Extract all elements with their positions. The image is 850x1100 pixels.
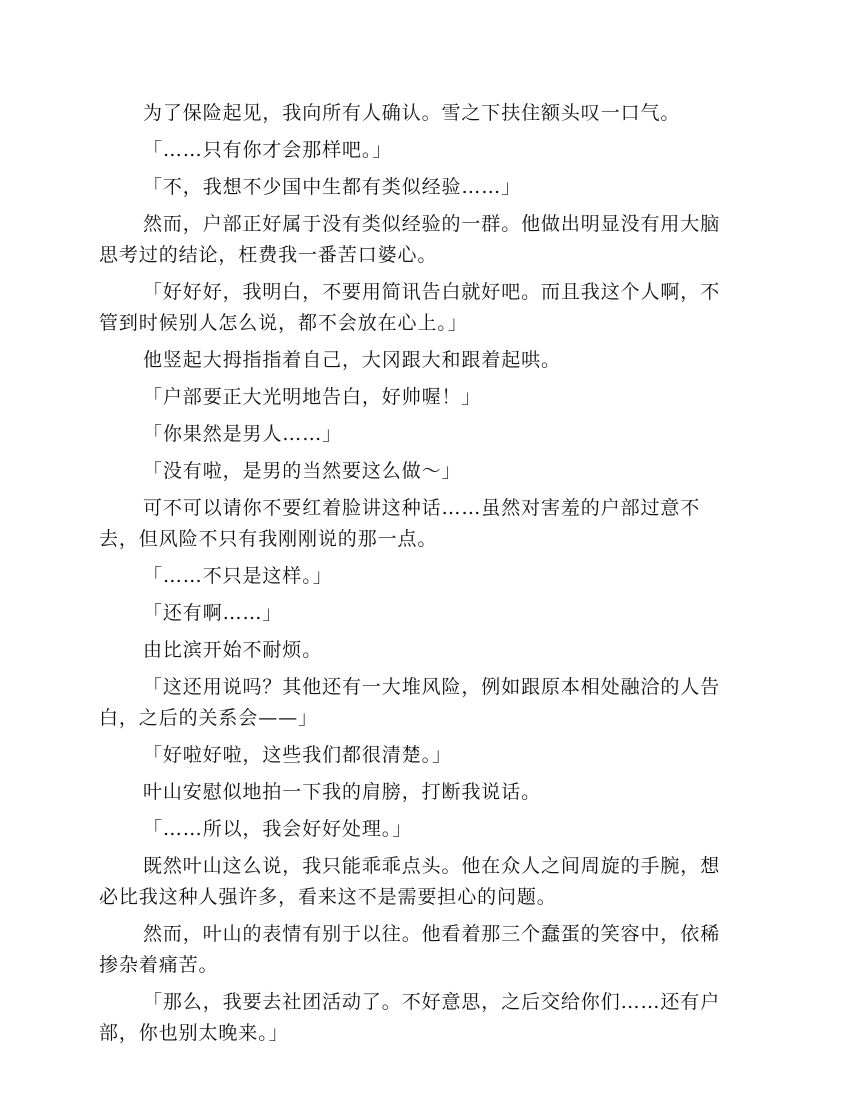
text-line: 「……只有你才会那样吧。」 bbox=[143, 139, 393, 161]
text-line: 白，之后的关系会——」 bbox=[99, 707, 318, 729]
text-line: 由比滨开始不耐烦。 bbox=[143, 639, 323, 661]
dialogue-paragraph bbox=[143, 172, 751, 209]
dialogue-paragraph bbox=[143, 740, 751, 777]
narration-paragraph bbox=[99, 919, 751, 987]
dialogue-paragraph bbox=[143, 456, 751, 493]
narration-paragraph bbox=[99, 209, 751, 277]
text-line: 「没有啦，是男的当然要这么做～」 bbox=[143, 460, 462, 482]
text-line: 部，你也别太晚来。」 bbox=[99, 1022, 289, 1044]
dialogue-paragraph bbox=[143, 814, 751, 851]
text-line: 「……不只是这样。」 bbox=[143, 565, 333, 587]
narration-paragraph bbox=[99, 851, 751, 919]
text-line: 管到时候别人怎么说，都不会放在心上。」 bbox=[99, 312, 468, 334]
text-line: 「那么，我要去社团活动了。不好意思，之后交给你们……还有户 bbox=[143, 991, 721, 1013]
dialogue-paragraph bbox=[99, 672, 751, 740]
dialogue-paragraph bbox=[143, 561, 751, 598]
text-line: 为了保险起见，我向所有人确认。雪之下扶住额头叹一口气。 bbox=[143, 102, 681, 124]
dialogue-paragraph bbox=[143, 598, 751, 635]
text-line: 去，但风险不只有我刚刚说的那一点。 bbox=[99, 528, 438, 550]
narration-paragraph bbox=[143, 345, 751, 382]
text-line: 可不可以请你不要红着脸讲这种话……虽然对害羞的户部过意不 bbox=[143, 497, 701, 519]
text-line: 「不，我想不少国中生都有类似经验……」 bbox=[143, 176, 522, 198]
dialogue-paragraph bbox=[99, 277, 751, 345]
text-line: 「好啦好啦，这些我们都很清楚。」 bbox=[143, 744, 452, 766]
text-line: 掺杂着痛苦。 bbox=[99, 954, 219, 976]
text-line: 叶山安慰似地拍一下我的肩膀，打断我说话。 bbox=[143, 781, 542, 803]
text-line: 思考过的结论，枉费我一番苦口婆心。 bbox=[99, 244, 438, 266]
text-line: 然而，叶山的表情有别于以往。他看着那三个蠢蛋的笑容中，依稀 bbox=[143, 923, 721, 945]
dialogue-paragraph bbox=[143, 382, 751, 419]
body-text bbox=[99, 98, 751, 1055]
narration-paragraph bbox=[99, 493, 751, 561]
text-line: 「你果然是男人……」 bbox=[143, 423, 343, 445]
dialogue-paragraph bbox=[143, 135, 751, 172]
narration-paragraph bbox=[143, 635, 751, 672]
narration-paragraph bbox=[143, 98, 751, 135]
text-line: 「还有啊……」 bbox=[143, 602, 283, 624]
text-line: 「好好好，我明白，不要用简讯告白就好吧。而且我这个人啊，不 bbox=[143, 281, 721, 303]
text-line: 他竖起大拇指指着自己，大冈跟大和跟着起哄。 bbox=[143, 349, 561, 371]
text-line: 「这还用说吗？其他还有一大堆风险，例如跟原本相处融洽的人告 bbox=[143, 676, 721, 698]
narration-paragraph bbox=[143, 777, 751, 814]
text-line: 既然叶山这么说，我只能乖乖点头。他在众人之间周旋的手腕，想 bbox=[143, 855, 721, 877]
dialogue-paragraph bbox=[99, 987, 751, 1055]
text-line: 「户部要正大光明地告白，好帅喔！」 bbox=[143, 386, 482, 408]
text-line: 然而，户部正好属于没有类似经验的一群。他做出明显没有用大脑 bbox=[143, 213, 721, 235]
dialogue-paragraph bbox=[143, 419, 751, 456]
text-line: 「……所以，我会好好处理。」 bbox=[143, 818, 413, 840]
text-line: 必比我这种人强许多，看来这不是需要担心的问题。 bbox=[99, 886, 557, 908]
